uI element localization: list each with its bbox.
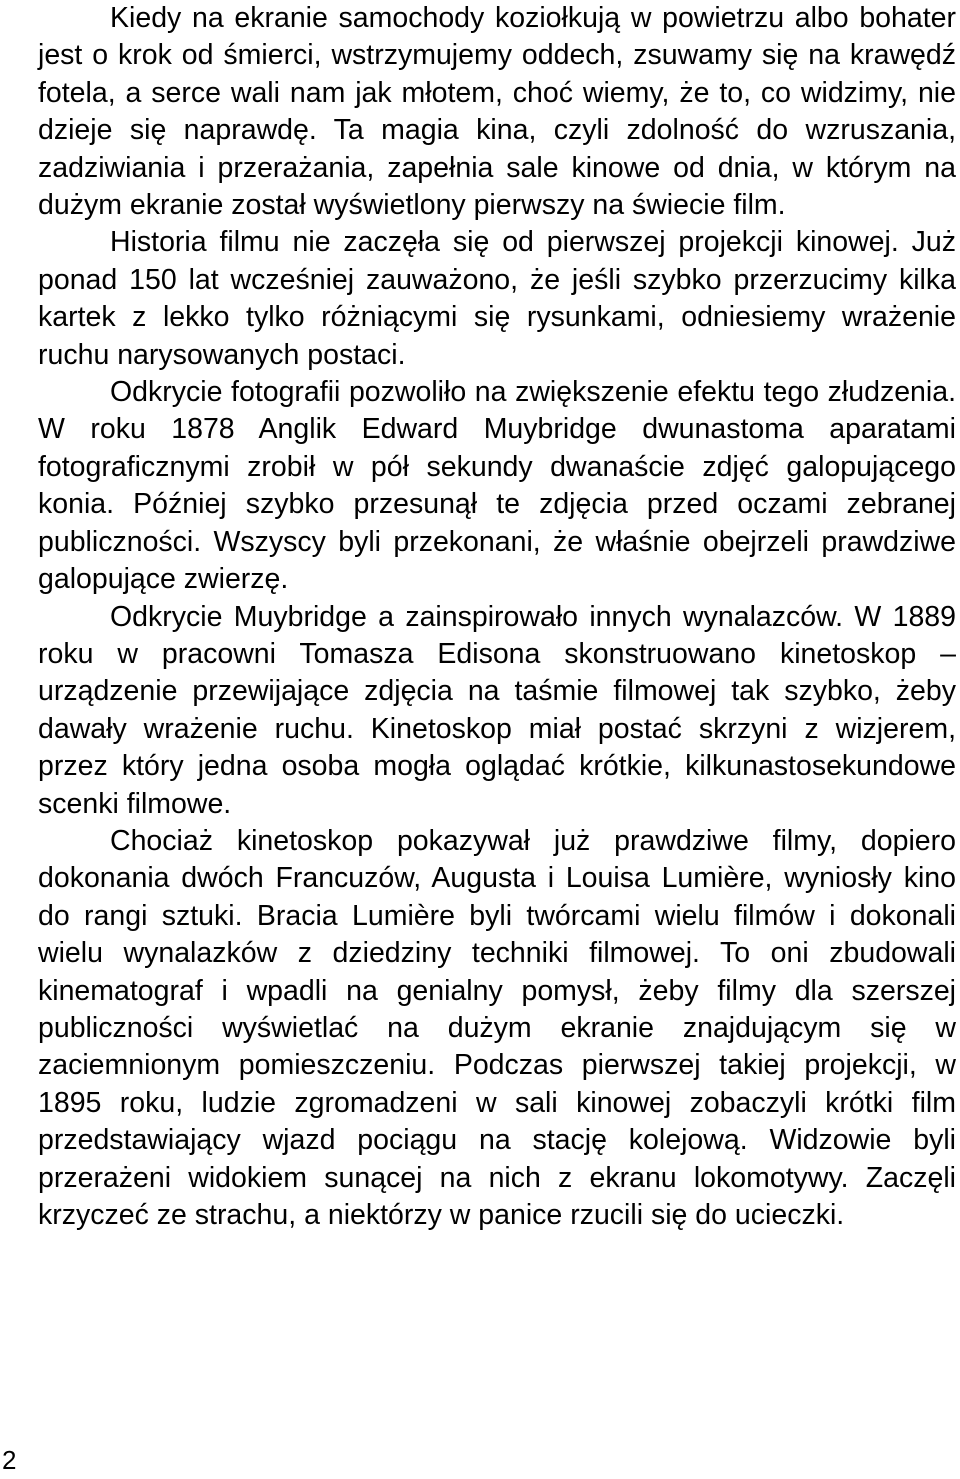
paragraph-kinetoscope: Odkrycie Muybridge a zainspirowało innych wynalazców. W 1889 roku w pracowni Tomasza Edisona skonstruowano kinetoskop – urządzenie przewijające zdjęcia na taśmie filmowej tak szybko, żeby dawały wrażenie ruchu. Kinetoskop miał postać skrzyni z wizjerem, przez który jedna osoba mogła oglądać krótkie, kilkunastosekundowe scenki filmowe. [38,600,956,820]
paragraph-photography: Odkrycie fotografii pozwoliło na zwiększenie efektu tego złudzenia. W roku 1878 Anglik Edward Muybridge dwunastoma aparatami fotograficznymi zrobił w pół sekundy dwanaście zdjęć galopującego konia. Później szybko przesunął te zdjęcia przed oczami zebranej publiczności. Wszyscy byli przekonani, że właśnie obejrzeli prawdziwe galopujące zwierzę. [38,376,956,596]
paragraph-lumiere: Chociaż kinetoskop pokazywał już prawdziwe filmy, dopiero dokonania dwóch Francuzów, Augusta i Louisa Lumière, wyniosły kino do rangi sztuki. Bracia Lumière byli twórcami wielu filmów i dokonali wielu wynalazków z dziedziny techniki filmowej. To oni zbudowali kinematograf i wpadli na genialny pomysł, żeby filmy dla szerszej publiczności wyświetlać na dużym ekranie znajdującym się w zaciemnionym pomieszczeniu. Podczas pierwszej takiej projekcji, w 1895 roku, ludzie zgromadzeni w sali kinowej zobaczyli krótki film przedstawiający wjazd pociągu na stację kolejową. Widzowie byli przerażeni widokiem sunącej na nich z ekranu lokomotywy. Zaczęli krzyczeć ze strachu, a niektórzy w panice rzucili się do ucieczki. [38,824,956,1231]
paragraph-history: Historia filmu nie zaczęła się od pierwszej projekcji kinowej. Już ponad 150 lat wcześniej zauważono, że jeśli szybko przerzucimy kilka kartek z lekko tylko różniącymi się rysunkami, odniesiemy wrażenie ruchu narysowanych postaci. [38,226,956,371]
page-number: 2 [2,1445,17,1475]
paragraph-intro: Kiedy na ekranie samochody koziołkują w powietrzu albo bohater jest o krok od śmierci, wstrzymujemy oddech, zsuwamy się na krawędź fotela, a serce wali nam jak młotem, choć wiemy, że to, co widzimy, nie dzieje się naprawdę. Ta magia kina, czyli zdolność do wzruszania, zadziwiania i przerażania, zapełnia sale kinowe od dnia, w którym na dużym ekranie został wyświetlony pierwszy na świecie film. [38,2,956,222]
document-page [38,0,956,1234]
